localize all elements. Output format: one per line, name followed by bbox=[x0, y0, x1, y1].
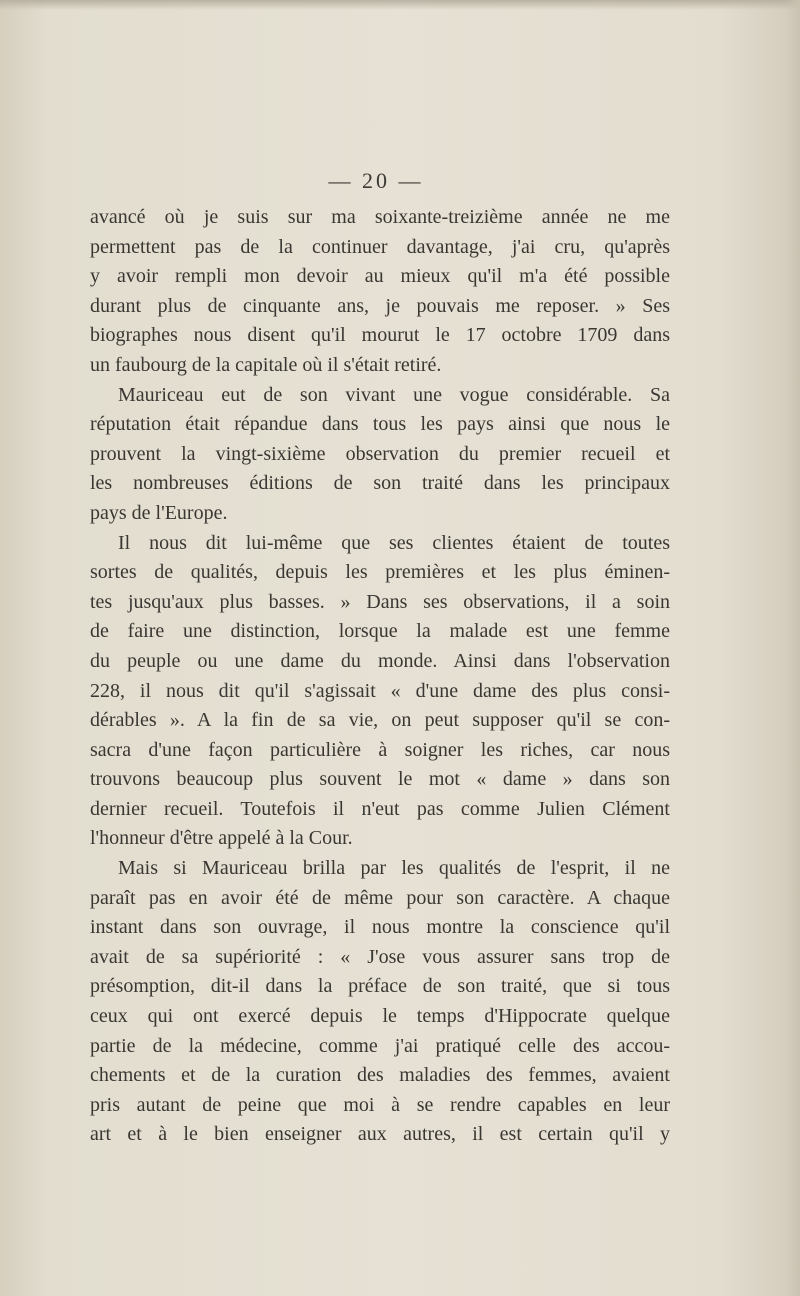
text-line: sacra d'une façon particulière à soigner les riches, car nous bbox=[90, 738, 670, 761]
text-line: du peuple ou une dame du monde. Ainsi dans l'observation bbox=[90, 649, 670, 672]
page-number: — 20 — bbox=[328, 168, 424, 193]
page-right-edge bbox=[786, 0, 800, 1296]
text-line: avancé où je suis sur ma soixante-treizième année ne me bbox=[90, 206, 670, 228]
text-line: paraît pas en avoir été de même pour son caractère. A chaque bbox=[90, 886, 670, 909]
text-line: Mauriceau eut de son vivant une vogue considérable. Sa bbox=[118, 383, 670, 406]
text-line: pris autant de peine que moi à se rendre capables en leur bbox=[90, 1093, 670, 1116]
text-line: sortes de qualités, depuis les premières et les plus éminen- bbox=[90, 561, 670, 584]
text-line: partie de la médecine, comme j'ai pratiqué celle des accou- bbox=[90, 1034, 670, 1057]
text-line: 228, il nous dit qu'il s'agissait « d'une dame des plus consi- bbox=[90, 679, 670, 702]
text-line: durant plus de cinquante ans, je pouvais me reposer. » Ses bbox=[90, 294, 670, 317]
text-line: l'honneur d'être appelé à la Cour. bbox=[90, 827, 353, 850]
text-line: biographes nous disent qu'il mourut le 17 octobre 1709 dans bbox=[90, 324, 670, 347]
text-line: prouvent la vingt-sixième observation du premier recueil et bbox=[90, 442, 670, 465]
text-line: permettent pas de la continuer davantage, j'ai cru, qu'après bbox=[90, 235, 670, 258]
text-line: ceux qui ont exercé depuis le temps d'Hippocrate quelque bbox=[90, 1005, 670, 1028]
page-top-edge bbox=[0, 0, 800, 10]
body-text bbox=[90, 203, 670, 1150]
text-line: présomption, dit-il dans la préface de son traité, que si tous bbox=[90, 975, 670, 998]
text-line: instant dans son ouvrage, il nous montre la conscience qu'il bbox=[90, 916, 670, 939]
text-line: chements et de la curation des maladies des femmes, avaient bbox=[90, 1064, 670, 1087]
text-line: pays de l'Europe. bbox=[90, 501, 228, 524]
text-line: avait de sa supériorité : « J'ose vous assurer sans trop de bbox=[90, 945, 670, 968]
text-line: trouvons beaucoup plus souvent le mot « dame » dans son bbox=[90, 768, 670, 791]
text-line: y avoir rempli mon devoir au mieux qu'il m'a été possible bbox=[90, 265, 670, 288]
text-line: réputation était répandue dans tous les pays ainsi que nous le bbox=[90, 413, 670, 436]
text-line: un faubourg de la capitale où il s'était retiré. bbox=[90, 353, 442, 376]
text-line: de faire une distinction, lorsque la malade est une femme bbox=[90, 620, 670, 643]
text-line: tes jusqu'aux plus basses. » Dans ses observations, il a soin bbox=[90, 590, 670, 613]
text-line: les nombreuses éditions de son traité dans les principaux bbox=[90, 472, 670, 495]
text-line: Mais si Mauriceau brilla par les qualités de l'esprit, il ne bbox=[118, 857, 670, 880]
text-line: Il nous dit lui-même que ses clientes étaient de toutes bbox=[118, 531, 670, 554]
text-line: art et à le bien enseigner aux autres, il est certain qu'il y bbox=[90, 1123, 670, 1146]
text-line: dérables ». A la fin de sa vie, on peut supposer qu'il se con- bbox=[90, 709, 670, 732]
text-line: dernier recueil. Toutefois il n'eut pas comme Julien Clément bbox=[90, 797, 670, 820]
